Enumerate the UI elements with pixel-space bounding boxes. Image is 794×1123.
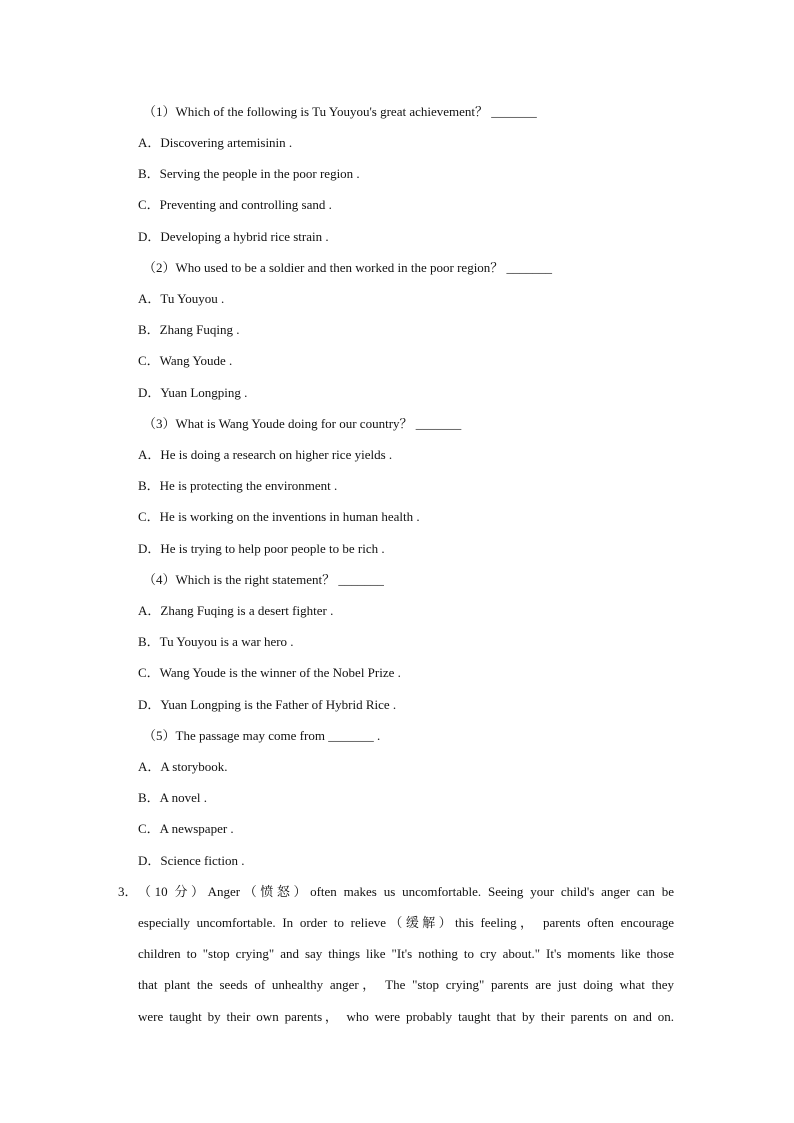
question-1-option-b: B．Serving the people in the poor region . xyxy=(138,166,360,181)
question-2-option-b: B．Zhang Fuqing . xyxy=(138,322,240,337)
question-4-option-c: C．Wang Youde is the winner of the Nobel Prize . xyxy=(138,665,401,680)
question-3-stem: （3）What is Wang Youde doing for our country？ _______ xyxy=(143,416,462,431)
question-4-option-b: B．Tu Youyou is a war hero . xyxy=(138,634,294,649)
question-5-option-b: B．A novel . xyxy=(138,790,207,805)
passage-line-2: especially uncomfortable. In order to relieve（缓解）this feeling， parents often encourage xyxy=(138,915,674,930)
question-1-option-a: A．Discovering artemisinin . xyxy=(138,135,293,150)
question-2-option-d: D．Yuan Longping . xyxy=(138,385,248,400)
question-2-option-a: A．Tu Youyou . xyxy=(138,291,225,306)
question-2-option-c: C．Wang Youde . xyxy=(138,353,233,368)
passage-number: 3． xyxy=(118,884,138,899)
passage-line-4: that plant the seeds of unhealthy anger， The "stop crying" parents are just doing what they xyxy=(138,977,674,992)
passage-line-1: （10 分）Anger（愤怒）often makes us uncomfortable. Seeing your child's anger can be xyxy=(138,884,674,899)
question-5-option-a: A．A storybook. xyxy=(138,759,228,774)
question-2-stem: （2）Who used to be a soldier and then worked in the poor region？ _______ xyxy=(143,260,553,275)
question-3-option-a: A．He is doing a research on higher rice yields . xyxy=(138,447,393,462)
question-1-stem: （1）Which of the following is Tu Youyou's great achievement？ _______ xyxy=(143,104,537,119)
question-5-stem: （5）The passage may come from _______ . xyxy=(143,728,381,743)
passage-line-3: children to "stop crying" and say things like "It's nothing to cry about." It's moments like those xyxy=(138,946,674,961)
question-1-option-c: C．Preventing and controlling sand . xyxy=(138,197,332,212)
question-5-option-c: C．A newspaper . xyxy=(138,821,234,836)
question-3-option-c: C．He is working on the inventions in human health . xyxy=(138,509,420,524)
question-4-stem: （4）Which is the right statement？ _______ xyxy=(143,572,384,587)
question-1-option-d: D．Developing a hybrid rice strain . xyxy=(138,229,329,244)
question-3-option-d: D．He is trying to help poor people to be rich . xyxy=(138,541,385,556)
question-4-option-d: D．Yuan Longping is the Father of Hybrid Rice . xyxy=(138,697,397,712)
question-3-option-b: B．He is protecting the environment . xyxy=(138,478,338,493)
passage-line-5: were taught by their own parents， who were probably taught that by their parents on and on. xyxy=(138,1009,674,1024)
question-5-option-d: D．Science fiction . xyxy=(138,853,245,868)
question-4-option-a: A．Zhang Fuqing is a desert fighter . xyxy=(138,603,334,618)
